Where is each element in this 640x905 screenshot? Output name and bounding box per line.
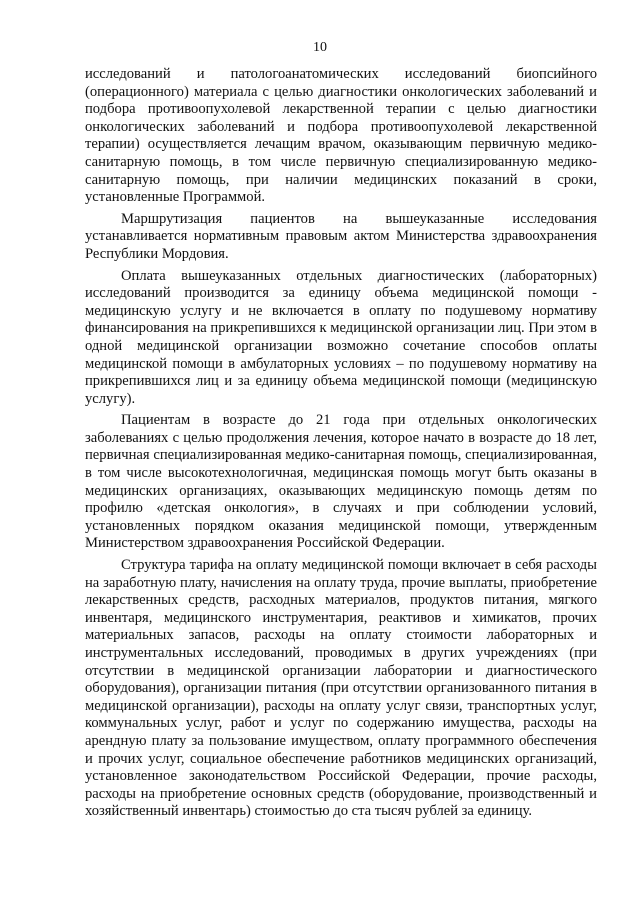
page-body (85, 66, 597, 825)
paragraph-routing: Маршрутизация пациентов на вышеуказанные исследования устанавливается нормативным правовым актом Министерства здравоохранения Республики Мордовия. (85, 210, 597, 262)
paragraph-tariff-structure: Структура тарифа на оплату медицинской помощи включает в себя расходы на заработную плату, начисления на оплату труда, прочие выплаты, приобретение лекарственных средств, расходных материалов, продуктов питания, мягкого инвентаря, медицинского инструментария, реактивов и химикатов, прочих материальных запасов, расходы на оплату стоимости лабораторных и инструментальных исследований, проводимых в других учреждениях (при отсутствии в медицинской организации лаборатории и диагностического оборудования), организации питания (при отсутствии организованного питания в медицинской организации), расходы на оплату услуг связи, транспортных услуг, коммунальных услуг, работ и услуг по содержанию имущества, расходы на арендную плату за пользование имуществом, оплату программного обеспечения и прочих услуг, социальное обеспечение работников медицинских организаций, установленное законодательством Российской Федерации, прочие расходы, расходы на приобретение основных средств (оборудование, производственный и хозяйственный инвентарь) стоимостью до ста тысяч рублей за единицу. (85, 557, 597, 820)
paragraph-continuation: исследований и патологоанатомических исследований биопсийного (операционного) материала с целью диагностики онкологических заболеваний и подбора противоопухолевой лекарственной терапии с целью диагностики онкологических заболеваний и подбора противоопухолевой лекарственной терапии) осуществляется лечащим врачом, оказывающим первичную медико-санитарную помощь, в том числе первичную специализированную медико-санитарную помощь, при наличии медицинских показаний в сроки, установленные Программой. (85, 66, 597, 206)
page-number: 10 (313, 40, 327, 55)
paragraph-payment: Оплата вышеуказанных отдельных диагностических (лабораторных) исследований производится за единицу объема медицинской помощи - медицинскую услугу и не включается в оплату по подушевому нормативу финансирования на прикрепившихся к медицинской организации лиц. При этом в одной медицинской организации возможно сочетание способов оплаты медицинской помощи в амбулаторных условиях – по подушевому нормативу на прикрепившихся лиц и за единицу объема медицинской помощи (медицинскую услугу). (85, 267, 597, 407)
paragraph-patients-under-21: Пациентам в возрасте до 21 года при отдельных онкологических заболеваниях с целью продолжения лечения, которое начато в возрасте до 18 лет, первичная специализированная медико-санитарная помощь, специализированная, в том числе высокотехнологичная, медицинская помощь могут быть оказаны в медицинских организациях, оказывающих медицинскую помощь детям по профилю «детская онкология», в случаях и при соблюдении условий, установленных порядком оказания медицинской помощи, утвержденным Министерством здравоохранения Российской Федерации. (85, 412, 597, 552)
